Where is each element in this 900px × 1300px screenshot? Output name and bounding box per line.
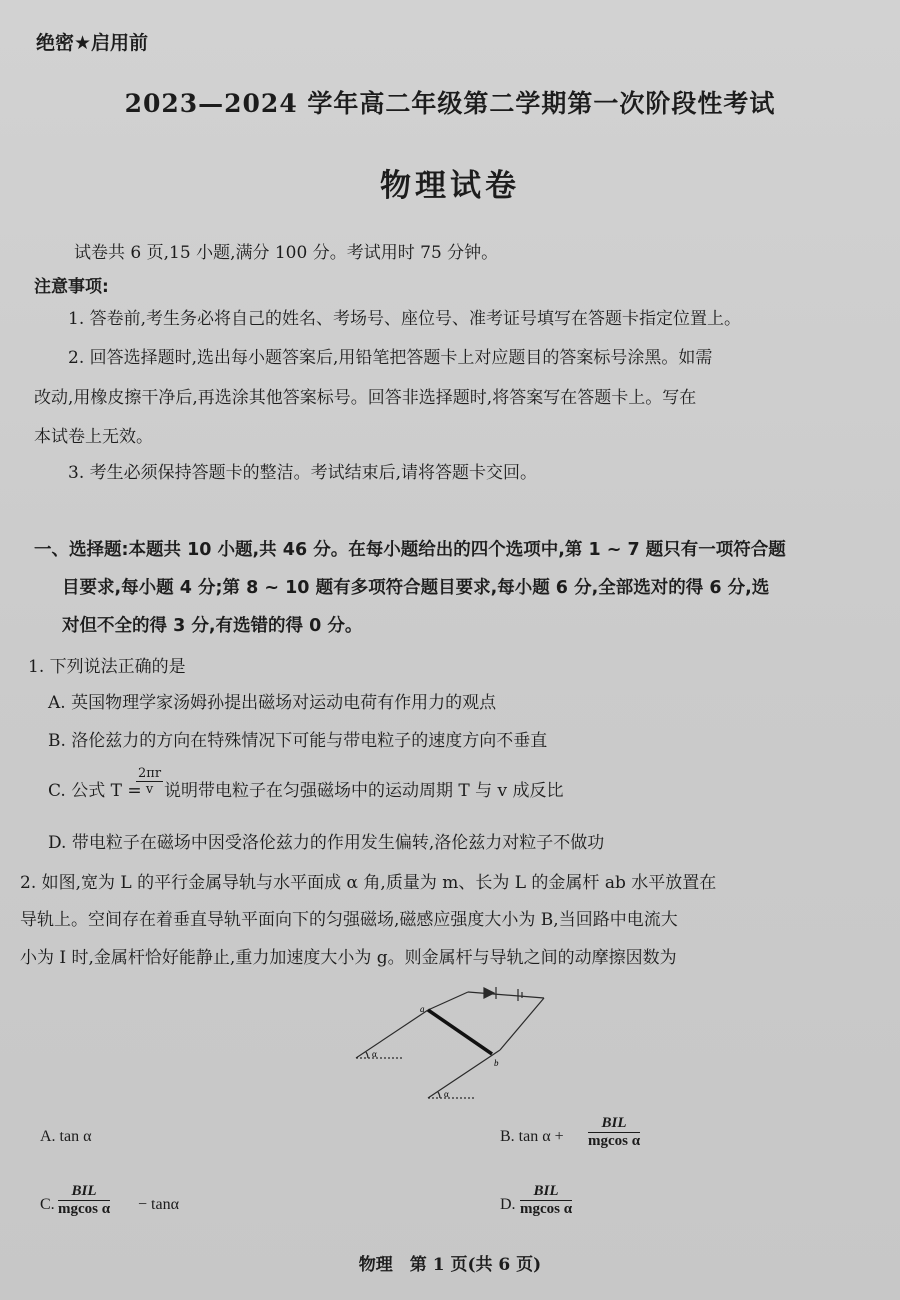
- question-2-option-c-prefix: C.: [40, 1196, 55, 1213]
- section-heading-line-1: 一、选择题:本题共 10 小题,共 46 分。在每小题给出的四个选项中,第 1 ~ 7 题只有一项符合题: [34, 540, 786, 560]
- top-wire-right: [468, 992, 544, 998]
- page-footer: 物理 第 1 页(共 6 页): [358, 1255, 542, 1275]
- option-b-denominator: mgcos α: [588, 1133, 641, 1149]
- note-item-2-line-1: 2. 回答选择题时,选出每小题答案后,用铅笔把答题卡上对应题目的答案标号涂黑。如需: [68, 348, 713, 368]
- option-b-numerator: BIL: [588, 1115, 640, 1133]
- label-a: a: [420, 1004, 425, 1014]
- question-2-stem-line-2: 导轨上。空间存在着垂直导轨平面向下的匀强磁场,磁感应强度大小为 B,当回路中电流大: [20, 910, 678, 930]
- question-2-stem-line-1: 2. 如图,宽为 L 的平行金属导轨与水平面成 α 角,质量为 m、长为 L 的金属杆 ab 水平放置在: [20, 873, 717, 893]
- formula-fraction: [136, 766, 163, 797]
- note-item-2-line-2: 改动,用橡皮擦干净后,再选涂其他答案标号。回答非选择题时,将答案写在答题卡上。写在: [34, 388, 697, 408]
- question-1-option-d: D. 带电粒子在磁场中因受洛伦兹力的作用发生偏转,洛伦兹力对粒子不做功: [48, 833, 605, 853]
- option-d-denominator: mgcos α: [520, 1201, 573, 1217]
- question-2-option-a: A. tan α: [40, 1128, 92, 1145]
- note-item-1: 1. 答卷前,考生务必将自己的姓名、考场号、座位号、准考证号填写在答题卡指定位置上。: [68, 309, 742, 329]
- question-1-stem: 1. 下列说法正确的是: [28, 657, 186, 677]
- option-c-numerator: BIL: [58, 1183, 110, 1201]
- exam-title: 2023—2024 学年高二年级第二学期第一次阶段性考试: [124, 89, 776, 118]
- formula-denominator: v: [145, 782, 154, 797]
- question-2-option-b-prefix: B. tan α +: [500, 1128, 564, 1145]
- confidential-label: 绝密★启用前: [36, 32, 149, 54]
- note-item-3: 3. 考生必须保持答题卡的整洁。考试结束后,请将答题卡交回。: [68, 463, 538, 483]
- note-item-2-line-3: 本试卷上无效。: [34, 427, 153, 447]
- angle-label-1: α: [372, 1049, 377, 1059]
- metal-rod-ab: [428, 1010, 492, 1054]
- section-heading-line-2: 目要求,每小题 4 分;第 8 ~ 10 题有多项符合题目要求,每小题 6 分,全部选对的得 6 分,选: [62, 578, 770, 598]
- option-c-denominator: mgcos α: [58, 1201, 111, 1217]
- option-d-numerator: BIL: [520, 1183, 572, 1201]
- label-b: b: [494, 1058, 499, 1068]
- lower-rail: [428, 1050, 500, 1098]
- question-1-option-c-prefix: C. 公式 T =: [48, 781, 142, 801]
- notes-heading: 注意事项:: [34, 277, 109, 297]
- exam-info: 试卷共 6 页,15 小题,满分 100 分。考试用时 75 分钟。: [74, 243, 499, 263]
- upper-rail: [356, 1010, 428, 1058]
- question-1-option-c-text: 说明带电粒子在匀强磁场中的运动周期 T 与 v 成反比: [164, 781, 564, 801]
- option-b-fraction: [588, 1115, 640, 1150]
- formula-numerator: 2πr: [138, 766, 162, 781]
- right-wire: [500, 998, 544, 1050]
- question-1-option-b: B. 洛伦兹力的方向在特殊情况下可能与带电粒子的速度方向不垂直: [48, 731, 548, 751]
- angle-label-2: α: [444, 1089, 449, 1099]
- subject-title: 物理试卷: [380, 168, 520, 204]
- option-d-fraction: [520, 1183, 572, 1218]
- option-c-fraction: [58, 1183, 110, 1218]
- rail-circuit-diagram: [344, 980, 574, 1100]
- question-2-option-d-prefix: D.: [500, 1196, 516, 1213]
- question-2-stem-line-3: 小为 I 时,金属杆恰好能静止,重力加速度大小为 g。则金属杆与导轨之间的动摩擦因数为: [20, 948, 677, 968]
- diode-symbol: [484, 988, 494, 998]
- section-heading-line-3: 对但不全的得 3 分,有选错的得 0 分。: [62, 616, 363, 636]
- question-1-option-a: A. 英国物理学家汤姆孙提出磁场对运动电荷有作用力的观点: [48, 693, 497, 713]
- question-2-option-c-suffix: − tanα: [138, 1196, 179, 1213]
- top-wire-left: [428, 992, 468, 1010]
